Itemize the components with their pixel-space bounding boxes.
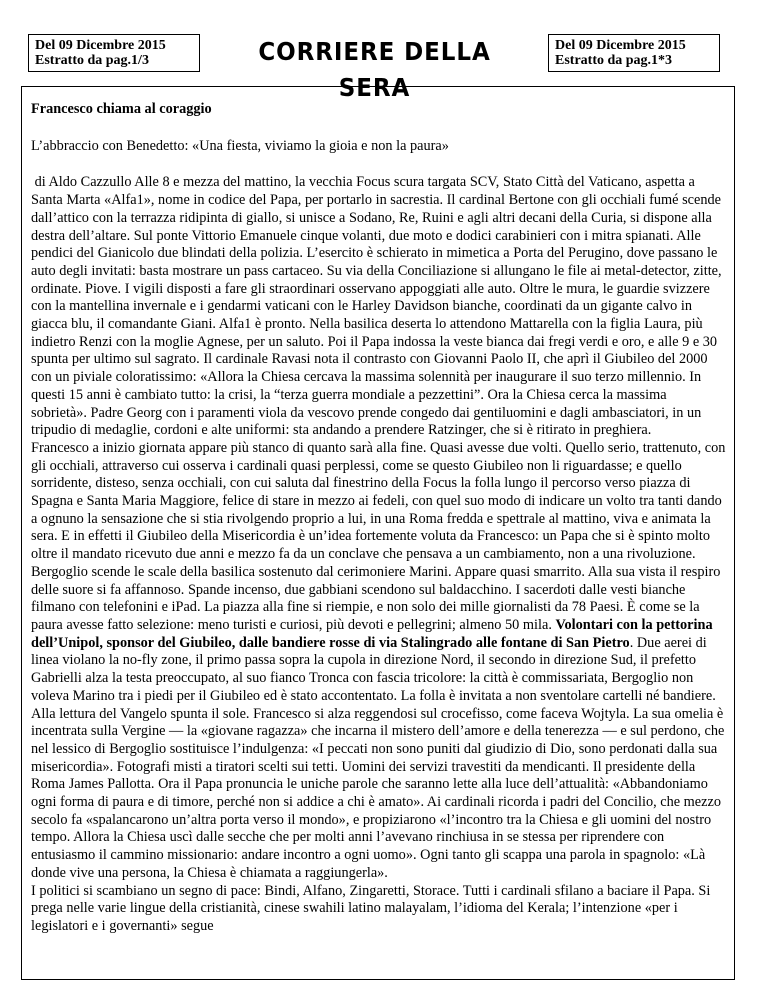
- article-frame: [21, 86, 735, 980]
- article-body: [31, 174, 726, 935]
- date-label-left: Del 09 Dicembre 2015: [35, 38, 166, 53]
- date-label-right: Del 09 Dicembre 2015: [555, 38, 686, 53]
- paragraph-5: I politici si scambiano un segno di pace: Bindi, Alfano, Zingaretti, Storace. Tutti i cardinali sfilano a baciare il Papa. Si prega nelle varie lingue della cristianità, cinese swahili latino malayalam, l’idioma del Kerala; l’intenzione «per i legislatori e i governanti» segue: [31, 882, 711, 934]
- article-subtitle: L’abbraccio con Benedetto: «Una fiesta, viviamo la gioia e non la paura»: [31, 137, 449, 154]
- paragraph-3-text-b: . Due aerei di linea violano la no-fly zone, il primo passa sopra la cupola in direzione Nord, il secondo in direzione Sud, il prefetto Gabrielli alza la testa preoccupato, al suo fianco Tronca con fascia tricolore: la città è commissariata, Bergoglio non voleva Marino tra i piedi per il Giubileo ed è stato accontentato. La folla è invitata a non sventolare cartelli né bandiere.: [31, 634, 716, 704]
- date-box-left: [28, 34, 200, 72]
- paragraph-3-bold: Volontari con la pettorina dell’Unipol, sponsor del Giubileo, dalle bandiere rosse di via Stalingrado alle fontane di San Pietro: [31, 616, 713, 651]
- paragraph-3: [31, 564, 726, 706]
- article-title: Francesco chiama al coraggio: [31, 101, 212, 117]
- page-ref-left: Estratto da pag.1/3: [35, 53, 149, 68]
- paragraph-3-text-a: Bergoglio scende le scale della basilica sostenuto dal cerimoniere Marini. Appare quasi smarrito. Alla sua vista il respiro delle suore si fa affannoso. Spande incenso, due gabbiani scendono sul baldacchino. I sacerdoti dalle vesti bianche filmano con telefonini e iPad. La piazza alla fine si riempie, e non solo dei mille giornalisti da 78 Paesi. È come se la paura avesse fatto selezione: meno turisti e curiosi, più devoti e pellegrini; almeno 50 mila.: [31, 563, 721, 633]
- paragraph-4: Alla lettura del Vangelo spunta il sole. Francesco si alza reggendosi sul crocefisso, come faceva Wojtyla. La sua omelia è incentrata sulla Vergine — la «giovane ragazza» che incarna il mistero dell’amore e della tenerezza — e sul perdono, che nel lessico di Bergoglio sostituisce l’indulgenza: «I peccati non sono puniti dal giudizio di Dio, sono perdonati dalla sua misericordia». Fotografi misti a tiratori scelti sui tetti. Uomini dei servizi travestiti da mendicanti. Il presidente della Roma James Pallotta. Ora il Papa pronuncia le uniche parole che saranno lette alla luce dell’attualità: «Abbandoniamo ogni forma di paura e di timore, perché non si addice a chi è amato». Ai cardinali ricorda i padri del Concilio, che mezzo secolo fa «spalancarono un’altra porta verso il mondo», e propiziarono «l’incontro tra la Chiesa e gli uomini del nostro tempo. Allora la Chiesa uscì dalle secche che per molti anni l’avevano rinchiusa in se stessa per riprendere con entusiasmo il cammino missionario: andare incontro a ogni uomo». Ogni tanto gli scappa una parola in spagnolo: «Là donde vive una persona, la Chiesa è chiamata a raggiungerla».: [31, 705, 725, 881]
- masthead-logo: CORRIERE DELLA SERA: [258, 37, 491, 102]
- paragraph-2: Francesco a inizio giornata appare più stanco di quanto sarà alla fine. Quasi avesse due volti. Quello serio, trattenuto, con gli occhiali, attraverso cui osserva i cardinali quasi perplessi, come se questo Giubileo non li riguardasse; e quello sorridente, disteso, senza occhiali, con cui saluta dal finestrino della Focus la folla lungo il percorso verso piazza di Spagna e Santa Maria Maggiore, felice di stare in mezzo ai fedeli, con quel suo modo di indicare un volto tra tanti dando a ognuno la sensazione che si stia rivolgendo proprio a lui, in una Roma fredda e spettrale al mattino, viva e animata la sera. E in effetti il Giubileo della Misericordia è un’idea fortemente voluta da Francesco: un Papa che si è spinto molto oltre il mandato ricevuto due anni e mezzo fa da un conclave che pensava a un cambiamento, non a una rivoluzione.: [31, 439, 726, 563]
- page-ref-right: Estratto da pag.1*3: [555, 53, 673, 68]
- date-box-right: [548, 34, 720, 72]
- paragraph-1: di Aldo Cazzullo Alle 8 e mezza del mattino, la vecchia Focus scura targata SCV, Stato Città del Vaticano, aspetta a Santa Marta «Alfa1», nome in codice del Papa, per portarlo in sacrestia. Il cardinal Bertone con gli occhiali fumé scende dall’attico con la terrazza ridipinta di giallo, si unisce a Sodano, Re, Ruini e agli altri decani della Curia, si dispone alla destra dell’altare. Sul ponte Vittorio Emanuele cinque volanti, due moto e dodici carabinieri con i mitra spianati. Alle pendici del Gianicolo due blindati della polizia. L’esercito è schierato in mimetica a Porta del Perugino, dove passano le auto degli invitati: basta mostrare un pass cartaceo. Su via della Conciliazione si allungano le file ai metal-detector, zitte, ordinate. Piove. I vigili disposti a fare gli straordinari osservano appoggiati alle auto. Oltre le mura, le guardie svizzere con la mantellina invernale e i gendarmi vaticani con le Harley Davidson bianche, coordinati da un gigante calvo in giacca blu, il comandante Giani. Alfa1 è pronto. Nella basilica deserta lo attendono Mattarella con la figlia Laura, più indietro Renzi con la moglie Agnese, per un saluto. Poi il Papa indossa la veste bianca dai fregi verdi e oro, e alle 9 e 30 spunta per ultimo sul sagrato. Il cardinale Ravasi nota il contrasto con Giovanni Paolo II, che aprì il Giubileo del 2000 con un piviale coloratissimo: «Allora la Chiesa cercava la massima solennità per inaugurare il suo terzo millennio. In questi 15 anni è cambiato tutto: la crisi, la “terza guerra mondiale a pezzettini”. Ora la Chiesa cerca la massima sobrietà». Padre Georg con i paramenti viola da vescovo prende congedo dai gentiluomini e dagli ambasciatori, in un tripudio di medaglie, cordoni e alte uniformi: sta andando a prendere Ratzinger, che si è ritirato in preghiera.: [31, 174, 726, 439]
